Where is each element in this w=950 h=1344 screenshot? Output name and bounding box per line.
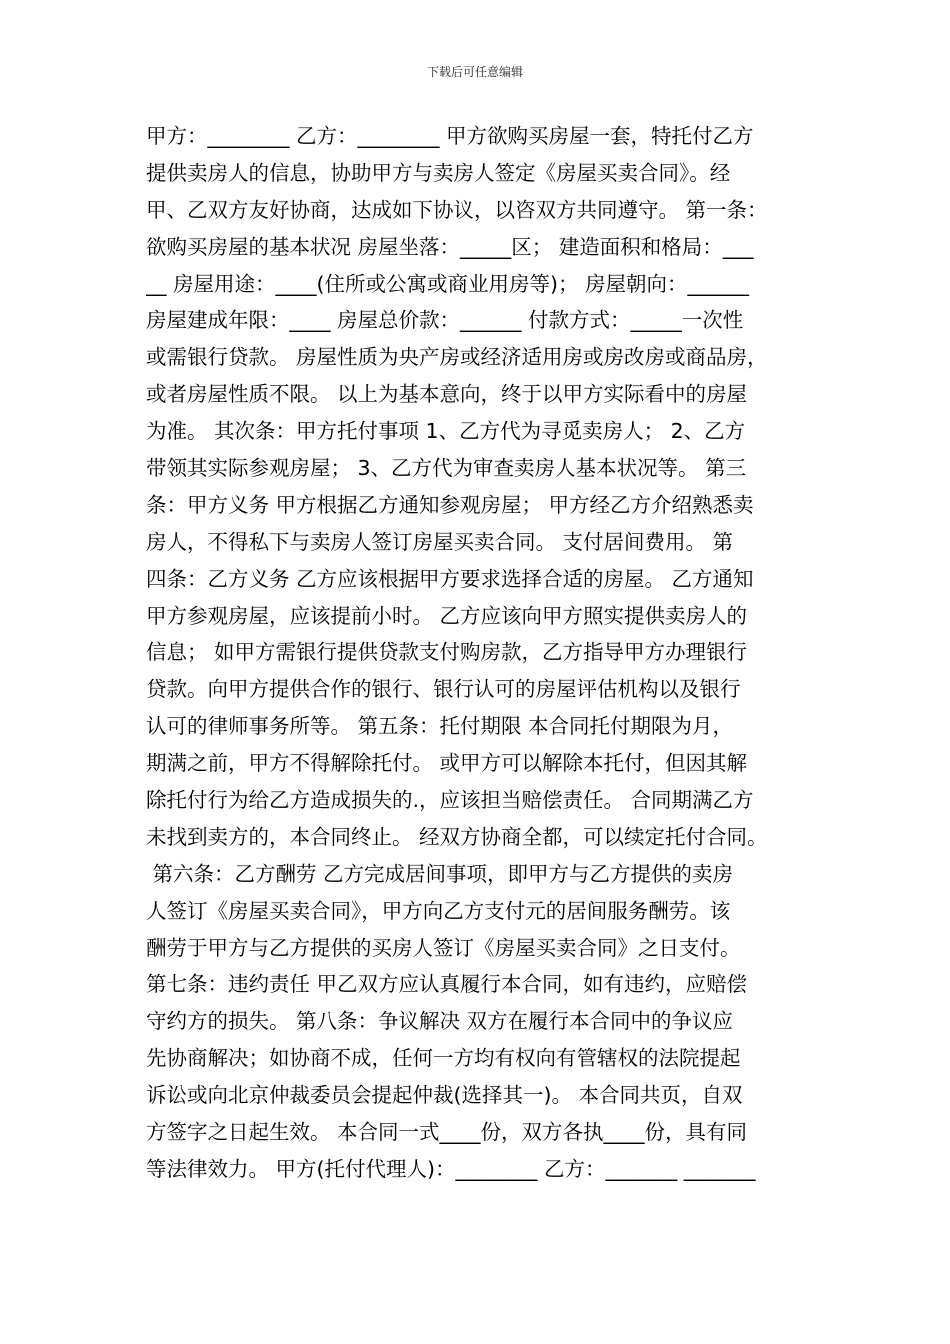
- text-line: 方签字之日起生效。 本合同一式____份，双方各执____份，具有同: [146, 1120, 748, 1145]
- text-line: 等法律效力。 甲方(托付代理人)：________ 乙方：_______ _______: [146, 1156, 756, 1181]
- text-line: 欲购买房屋的基本状况 房屋坐落：_____区； 建造面积和格局：___: [146, 234, 754, 259]
- text-line: 四条：乙方义务 乙方应该根据甲方要求选择合适的房屋。 乙方通知: [146, 566, 754, 591]
- text-line: 先协商解决；如协商不成，任何一方均有权向有管辖权的法院提起: [146, 1046, 741, 1071]
- text-line: 酬劳于甲方与乙方提供的买房人签订《房屋买卖合同》之日支付。: [146, 935, 741, 960]
- text-line: 除托付行为给乙方造成损失的.，应该担当赔偿责任。 合同期满乙方: [146, 788, 754, 813]
- text-line: 第七条：违约责任 甲乙双方应认真履行本合同，如有违约，应赔偿: [146, 972, 748, 997]
- text-line: 或者房屋性质不限。 以上为基本意向，终于以甲方实际看中的房屋: [146, 382, 748, 407]
- text-line: 房屋建成年限：____ 房屋总价款：______ 付款方式：_____一次性: [146, 308, 744, 333]
- text-line: 甲方：________ 乙方：________ 甲方欲购买房屋一套，特托付乙方: [146, 124, 754, 148]
- text-line: 带领其实际参观房屋； 3、乙方代为审查卖房人基本状况等。 第三: [146, 456, 747, 481]
- text-line: 甲、乙双方友好协商，达成如下协议，以咨双方共同遵守。 第一条：: [146, 197, 768, 222]
- text-line: 房人，不得私下与卖房人签订房屋买卖合同。 支付居间费用。 第: [146, 529, 734, 554]
- text-line: 第六条：乙方酬劳 乙方完成居间事项，即甲方与乙方提供的卖房: [146, 861, 734, 886]
- text-line: 或需银行贷款。 房屋性质为央产房或经济适用房或房改房或商品房，: [146, 345, 768, 370]
- text-line: 期满之前，甲方不得解除托付。 或甲方可以解除本托付，但因其解: [146, 751, 748, 776]
- text-line: __ 房屋用途：____(住所或公寓或商业用房等)； 房屋朝向：______: [146, 271, 750, 296]
- text-line: 认可的律师事务所等。 第五条：托付期限 本合同托付期限为月，: [146, 714, 734, 739]
- text-line: 为准。 其次条：甲方托付事项 1、乙方代为寻觅卖房人； 2、乙方: [146, 419, 746, 444]
- text-line: 诉讼或向北京仲裁委员会提起仲裁(选择其一)。 本合同共页，自双: [146, 1083, 743, 1108]
- text-line: 贷款。向甲方提供合作的银行、银行认可的房屋评估机构以及银行: [146, 677, 741, 702]
- text-line: 信息； 如甲方需银行提供贷款支付购房款，乙方指导甲方办理银行: [146, 640, 748, 665]
- text-line: 未找到卖方的，本合同终止。 经双方协商全都，可以续定托付合同。: [146, 824, 768, 849]
- text-line: 提供卖房人的信息，协助甲方与卖房人签定《房屋买卖合同》。经: [146, 160, 731, 185]
- contract-body: [146, 118, 836, 1188]
- page-header-note: 下载后可任意编辑: [426, 65, 523, 79]
- text-line: 甲方参观房屋，应该提前小时。 乙方应该向甲方照实提供卖房人的: [146, 603, 748, 628]
- text-line: 人签订《房屋买卖合同》，甲方向乙方支付元的居间服务酬劳。该: [146, 898, 731, 923]
- text-line: 条：甲方义务 甲方根据乙方通知参观房屋； 甲方经乙方介绍熟悉卖: [146, 492, 754, 517]
- text-line: 守约方的损失。 第八条：争议解决 双方在履行本合同中的争议应: [146, 1009, 734, 1034]
